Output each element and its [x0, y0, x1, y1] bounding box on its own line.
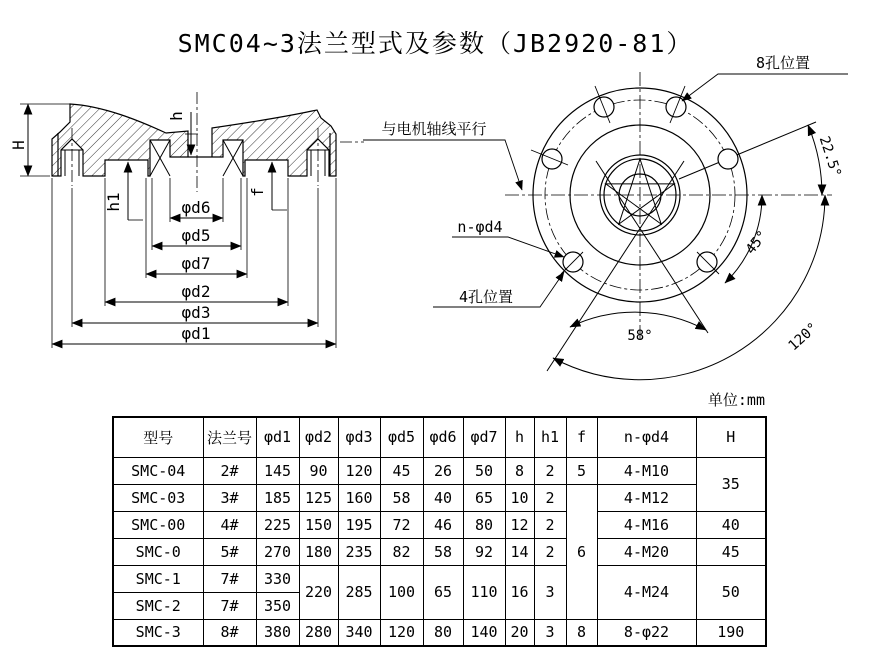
dim-label-h1: h1 — [104, 192, 123, 212]
cell: 6 — [566, 484, 597, 619]
cell: 380 — [256, 619, 299, 646]
cell: 4-M24 — [597, 565, 696, 619]
cell: 26 — [423, 457, 463, 484]
cell: 4-M20 — [597, 538, 696, 565]
cell: 92 — [463, 538, 505, 565]
col-header-flange-no: 法兰号 — [203, 417, 256, 457]
cell: 110 — [463, 565, 505, 619]
flange-parameter-table — [112, 416, 767, 647]
angle-construction-lines — [547, 122, 816, 371]
col-header-f: f — [566, 417, 597, 457]
angle-label-120: 120° — [785, 319, 822, 355]
col-header-h: h — [505, 417, 534, 457]
page-title: SMC04~3法兰型式及参数（JB2920-81） — [177, 29, 694, 58]
angle-label-58: 58° — [627, 328, 653, 344]
cell: 330 — [256, 565, 299, 592]
leader-label-n-d4: n-φd4 — [457, 218, 503, 236]
col-header-H: H — [696, 417, 766, 457]
cell: 145 — [256, 457, 299, 484]
dim-label-d5: φd5 — [181, 226, 211, 245]
table-row — [113, 538, 766, 565]
cell: 58 — [423, 538, 463, 565]
cell: 2 — [534, 457, 566, 484]
table-row — [113, 457, 766, 484]
cell: 340 — [338, 619, 380, 646]
col-header-d2: φd2 — [299, 417, 338, 457]
cell: 2 — [534, 511, 566, 538]
front-view — [363, 54, 848, 380]
cell: 12 — [505, 511, 534, 538]
cell: 3 — [534, 565, 566, 619]
col-header-h1: h1 — [534, 417, 566, 457]
cell: 45 — [696, 538, 766, 565]
dim-label-d7: φd7 — [181, 254, 211, 273]
cell: 120 — [380, 619, 423, 646]
col-header-d5: φd5 — [380, 417, 423, 457]
cell: 45 — [380, 457, 423, 484]
bolt-hole-112 — [594, 97, 614, 117]
cell: SMC-00 — [113, 511, 203, 538]
cell: 58 — [380, 484, 423, 511]
cell: SMC-03 — [113, 484, 203, 511]
cell: 50 — [463, 457, 505, 484]
leader-label-8holes: 8孔位置 — [755, 54, 811, 72]
cell: 20 — [505, 619, 534, 646]
cell: 46 — [423, 511, 463, 538]
cell: 2# — [203, 457, 256, 484]
bolt-hole-22 — [718, 149, 738, 169]
cell: 50 — [696, 565, 766, 619]
cell: 10 — [505, 484, 534, 511]
angle-label-45: 45° — [742, 227, 771, 258]
cell: 270 — [256, 538, 299, 565]
cell: 4-M16 — [597, 511, 696, 538]
cell: 140 — [463, 619, 505, 646]
bearing-symbol-left — [150, 140, 170, 176]
cell: 8 — [505, 457, 534, 484]
cell: 150 — [299, 511, 338, 538]
table-row — [113, 565, 766, 592]
cell: 80 — [423, 619, 463, 646]
dim-label-d6: φd6 — [181, 198, 211, 217]
cell: 4-M12 — [597, 484, 696, 511]
dim-label-f: f — [248, 187, 267, 197]
cell: 280 — [299, 619, 338, 646]
cell: 4# — [203, 511, 256, 538]
cell: 220 — [299, 565, 338, 619]
angle-arcs — [553, 125, 825, 380]
col-header-d7: φd7 — [463, 417, 505, 457]
cell: SMC-04 — [113, 457, 203, 484]
cell: 160 — [338, 484, 380, 511]
flange-section-body — [52, 104, 336, 176]
col-header-model: 型号 — [113, 417, 203, 457]
cell: 350 — [256, 592, 299, 619]
cell: 235 — [338, 538, 380, 565]
dim-label-h: h — [167, 111, 186, 121]
leader-label-parallel: 与电机轴线平行 — [381, 120, 487, 138]
cell: 90 — [299, 457, 338, 484]
dim-label-d2: φd2 — [181, 282, 211, 301]
col-header-d6: φd6 — [423, 417, 463, 457]
cell: 2 — [534, 484, 566, 511]
cell: SMC-0 — [113, 538, 203, 565]
col-header-n-d4: n-φd4 — [597, 417, 696, 457]
col-header-d1: φd1 — [256, 417, 299, 457]
cell: SMC-2 — [113, 592, 203, 619]
table-row — [113, 511, 766, 538]
cell: 65 — [463, 484, 505, 511]
cell: SMC-1 — [113, 565, 203, 592]
cell: 3 — [534, 619, 566, 646]
cell: 80 — [463, 511, 505, 538]
cell: 40 — [696, 511, 766, 538]
cell: 7# — [203, 592, 256, 619]
cell: 8-φ22 — [597, 619, 696, 646]
section-view — [9, 92, 364, 348]
cell: SMC-3 — [113, 619, 203, 646]
cell: 5# — [203, 538, 256, 565]
cell: 195 — [338, 511, 380, 538]
cell: 5 — [566, 457, 597, 484]
cell: 120 — [338, 457, 380, 484]
cell: 100 — [380, 565, 423, 619]
cell: 8 — [566, 619, 597, 646]
cell: 190 — [696, 619, 766, 646]
cell: 16 — [505, 565, 534, 619]
col-header-d3: φd3 — [338, 417, 380, 457]
cell: 14 — [505, 538, 534, 565]
cell: 185 — [256, 484, 299, 511]
dim-label-H: H — [9, 140, 28, 150]
cell: 65 — [423, 565, 463, 619]
unit-label: 单位:mm — [707, 391, 765, 409]
bearing-symbol-right — [223, 140, 243, 176]
cell: 3# — [203, 484, 256, 511]
dim-label-d1: φd1 — [181, 324, 211, 343]
cell: 8# — [203, 619, 256, 646]
dim-label-d3: φd3 — [181, 303, 211, 322]
cell: 225 — [256, 511, 299, 538]
cell: 180 — [299, 538, 338, 565]
cell: 2 — [534, 538, 566, 565]
angle-label-22-5: 22.5° — [815, 134, 844, 180]
table-row — [113, 484, 766, 511]
cell: 35 — [696, 457, 766, 511]
table-header-row — [113, 417, 766, 457]
bolt-hole-157 — [542, 149, 562, 169]
cell: 72 — [380, 511, 423, 538]
cell: 285 — [338, 565, 380, 619]
cell: 125 — [299, 484, 338, 511]
cell: 82 — [380, 538, 423, 565]
cell: 40 — [423, 484, 463, 511]
leader-label-4holes: 4孔位置 — [458, 288, 514, 306]
cell: 4-M10 — [597, 457, 696, 484]
cell: 7# — [203, 565, 256, 592]
table-row — [113, 619, 766, 646]
